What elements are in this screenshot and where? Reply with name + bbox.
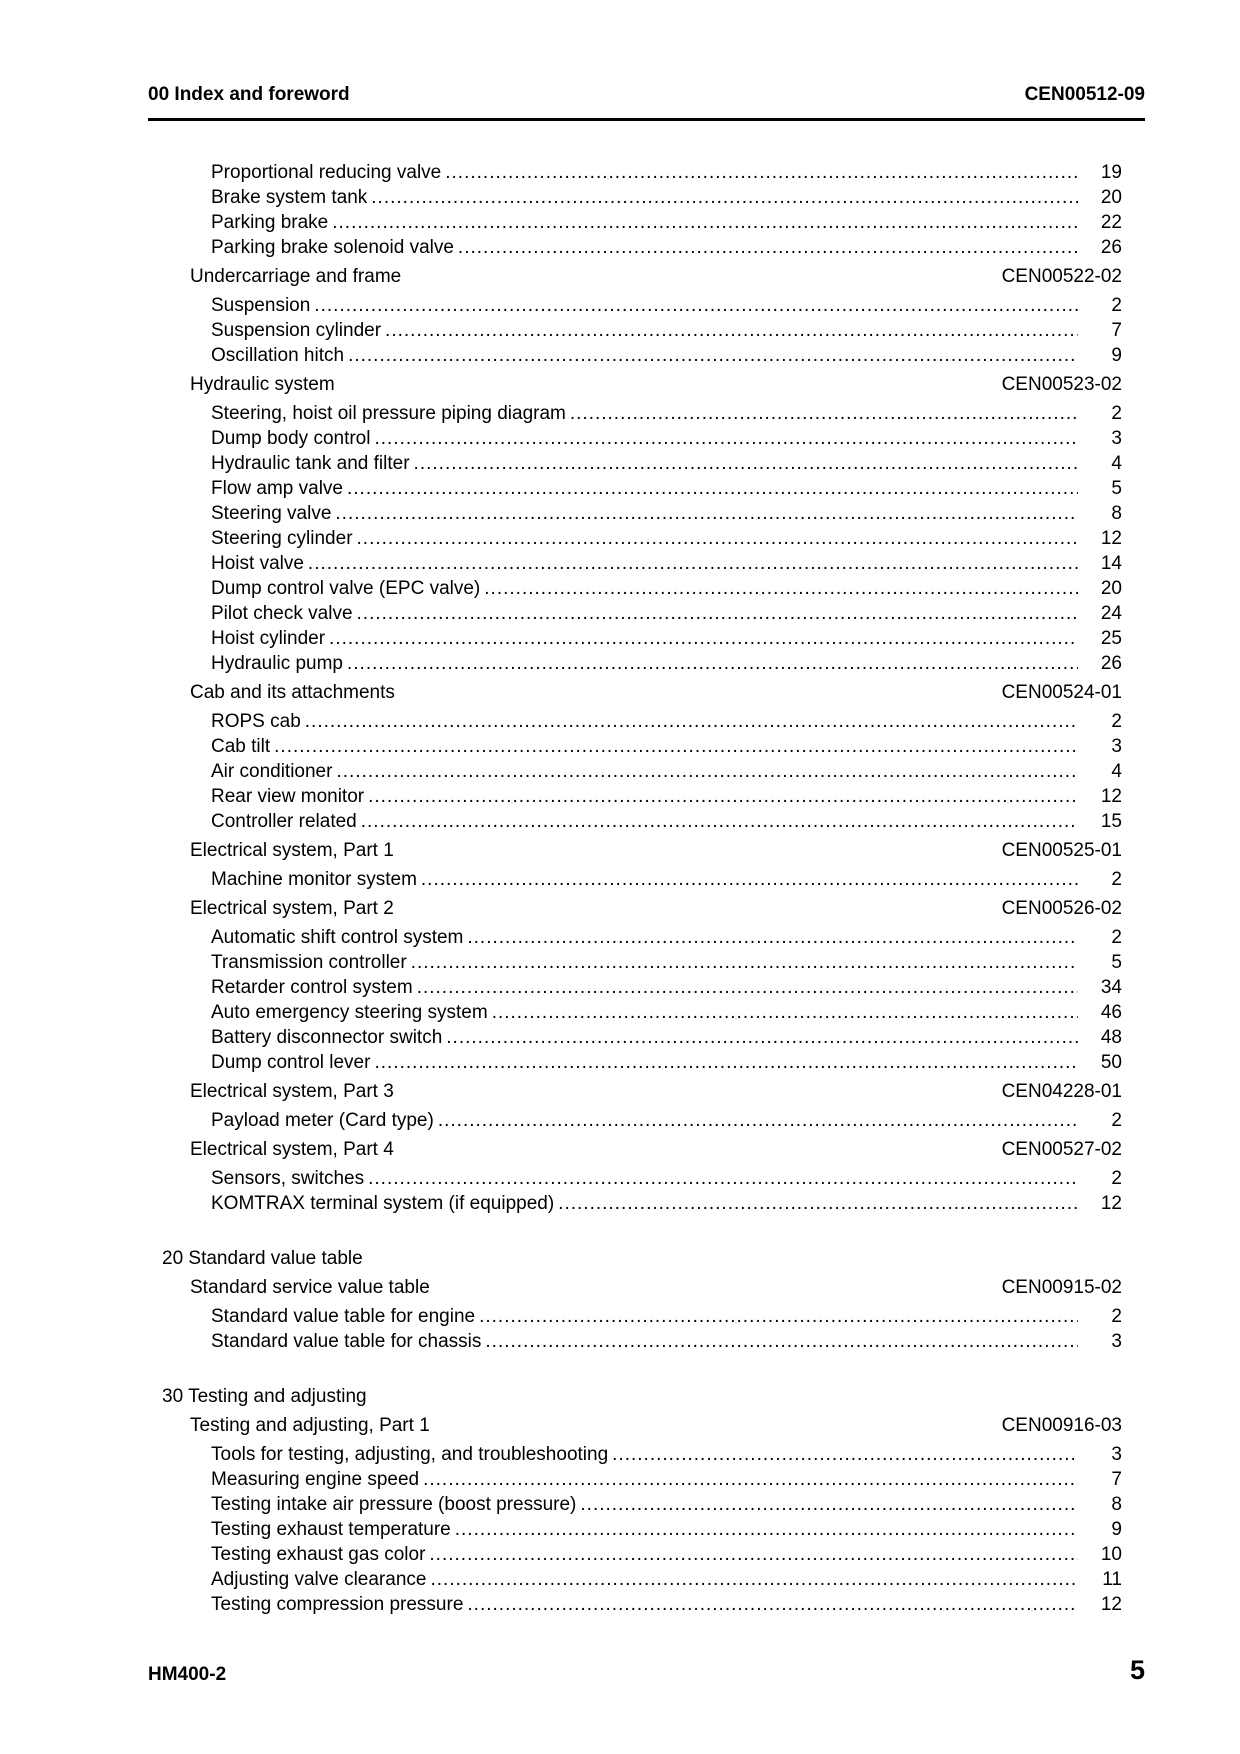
toc-entry-page: 14 bbox=[1100, 553, 1122, 574]
toc-section bbox=[190, 680, 1122, 705]
toc-entry bbox=[211, 734, 1122, 759]
leader-dots bbox=[485, 1329, 1078, 1354]
toc-entry bbox=[211, 1191, 1122, 1216]
toc-entry-page: 2 bbox=[1111, 711, 1122, 732]
leader-dots bbox=[479, 1304, 1078, 1329]
leader-dots bbox=[558, 1191, 1078, 1216]
toc-entry-title: Hydraulic pump bbox=[211, 651, 347, 676]
toc-entry bbox=[211, 1592, 1122, 1617]
toc-entry-page: 2 bbox=[1111, 1110, 1122, 1131]
toc-entry-title: Retarder control system bbox=[211, 975, 417, 1000]
toc-section bbox=[190, 838, 1122, 863]
leader-dots bbox=[314, 293, 1078, 318]
toc-entry bbox=[211, 551, 1122, 576]
toc-entry-page: 2 bbox=[1111, 869, 1122, 890]
toc-entry bbox=[211, 1108, 1122, 1133]
toc-entry bbox=[211, 975, 1122, 1000]
toc-entry-title: Suspension cylinder bbox=[211, 318, 385, 343]
toc-entry-title: Dump body control bbox=[211, 426, 374, 451]
toc-section-title: Hydraulic system bbox=[190, 374, 335, 395]
toc-entry-page: 4 bbox=[1111, 761, 1122, 782]
toc-chapter-title: 30 Testing and adjusting bbox=[162, 1386, 367, 1407]
model-name: HM400-2 bbox=[148, 1664, 227, 1685]
toc-section-code: CEN00522-02 bbox=[1001, 266, 1122, 287]
toc-entry-title: Steering cylinder bbox=[211, 526, 357, 551]
toc-section-title: Cab and its attachments bbox=[190, 682, 395, 703]
toc-entry bbox=[211, 210, 1122, 235]
toc-section-title: Electrical system, Part 4 bbox=[190, 1139, 394, 1160]
leader-dots bbox=[438, 1108, 1078, 1133]
toc-entry-page: 10 bbox=[1100, 1544, 1122, 1565]
toc-entry-page: 15 bbox=[1100, 811, 1122, 832]
toc-section-title: Electrical system, Part 3 bbox=[190, 1081, 394, 1102]
toc-entry bbox=[211, 476, 1122, 501]
toc-section bbox=[190, 264, 1122, 289]
toc-section-title: Testing and adjusting, Part 1 bbox=[190, 1415, 430, 1436]
toc-section-code: CEN00526-02 bbox=[1001, 898, 1122, 919]
toc-entry-title: Cab tilt bbox=[211, 734, 274, 759]
toc-entry bbox=[211, 1542, 1122, 1567]
toc-entry-title: Rear view monitor bbox=[211, 784, 368, 809]
toc-entry bbox=[211, 759, 1122, 784]
leader-dots bbox=[347, 651, 1078, 676]
toc-entry-title: Tools for testing, adjusting, and troubleshooting bbox=[211, 1442, 612, 1467]
toc-entry bbox=[211, 651, 1122, 676]
toc-entry-title: Testing compression pressure bbox=[211, 1592, 467, 1617]
leader-dots bbox=[385, 318, 1078, 343]
toc-entry-page: 19 bbox=[1100, 162, 1122, 183]
toc-entry-title: Adjusting valve clearance bbox=[211, 1567, 430, 1592]
leader-dots bbox=[429, 1542, 1078, 1567]
toc-entry-title: KOMTRAX terminal system (if equipped) bbox=[211, 1191, 558, 1216]
leader-dots bbox=[570, 401, 1078, 426]
toc-entry bbox=[211, 501, 1122, 526]
toc-section bbox=[190, 1079, 1122, 1104]
toc-entry bbox=[211, 1050, 1122, 1075]
toc-section bbox=[190, 1413, 1122, 1438]
leader-dots bbox=[308, 551, 1078, 576]
toc-entry bbox=[211, 1492, 1122, 1517]
section-title: 00 Index and foreword bbox=[148, 84, 350, 105]
toc-entry-title: Pilot check valve bbox=[211, 601, 357, 626]
toc-entry bbox=[211, 1000, 1122, 1025]
leader-dots bbox=[336, 759, 1078, 784]
toc-chapter bbox=[162, 1384, 367, 1409]
leader-dots bbox=[458, 235, 1078, 260]
toc-entry-title: Automatic shift control system bbox=[211, 925, 467, 950]
toc-entry-page: 3 bbox=[1111, 1444, 1122, 1465]
toc-entry-page: 34 bbox=[1100, 977, 1122, 998]
leader-dots bbox=[417, 975, 1078, 1000]
toc-entry bbox=[211, 925, 1122, 950]
toc-entry-title: Flow amp valve bbox=[211, 476, 347, 501]
toc-entry-page: 20 bbox=[1100, 187, 1122, 208]
toc-entry bbox=[211, 950, 1122, 975]
toc-entry-page: 50 bbox=[1100, 1052, 1122, 1073]
leader-dots bbox=[335, 501, 1078, 526]
toc-entry-page: 8 bbox=[1111, 503, 1122, 524]
toc-section-code: CEN00916-03 bbox=[1001, 1415, 1122, 1436]
toc-entry bbox=[211, 576, 1122, 601]
toc-entry-page: 24 bbox=[1100, 603, 1122, 624]
toc-entry bbox=[211, 1166, 1122, 1191]
toc-entry bbox=[211, 601, 1122, 626]
toc-entry-page: 2 bbox=[1111, 403, 1122, 424]
toc-entry bbox=[211, 1025, 1122, 1050]
toc-section-code: CEN00525-01 bbox=[1001, 840, 1122, 861]
toc-chapter bbox=[162, 1246, 363, 1271]
toc-entry bbox=[211, 160, 1122, 185]
toc-entry-page: 5 bbox=[1111, 478, 1122, 499]
toc-entry-title: Parking brake solenoid valve bbox=[211, 235, 458, 260]
toc-entry-title: Steering valve bbox=[211, 501, 335, 526]
toc-entry bbox=[211, 401, 1122, 426]
toc-entry bbox=[211, 1329, 1122, 1354]
toc-entry-page: 7 bbox=[1111, 320, 1122, 341]
toc-section-code: CEN00524-01 bbox=[1001, 682, 1122, 703]
toc-entry-title: ROPS cab bbox=[211, 709, 305, 734]
toc-entry-title: Oscillation hitch bbox=[211, 343, 348, 368]
toc-entry bbox=[211, 1442, 1122, 1467]
leader-dots bbox=[430, 1567, 1078, 1592]
toc-entry-page: 7 bbox=[1111, 1469, 1122, 1490]
toc-entry bbox=[211, 867, 1122, 892]
leader-dots bbox=[455, 1517, 1078, 1542]
leader-dots bbox=[347, 476, 1078, 501]
toc-entry-page: 48 bbox=[1100, 1027, 1122, 1048]
leader-dots bbox=[580, 1492, 1078, 1517]
toc-entry-page: 12 bbox=[1100, 786, 1122, 807]
leader-dots bbox=[484, 576, 1078, 601]
toc-entry-title: Testing exhaust temperature bbox=[211, 1517, 455, 1542]
toc-entry-title: Proportional reducing valve bbox=[211, 160, 445, 185]
toc-entry-title: Auto emergency steering system bbox=[211, 1000, 492, 1025]
toc-entry-page: 3 bbox=[1111, 736, 1122, 757]
toc-entry bbox=[211, 343, 1122, 368]
toc-entry-page: 12 bbox=[1100, 1594, 1122, 1615]
leader-dots bbox=[368, 1166, 1078, 1191]
toc-entry-title: Sensors, switches bbox=[211, 1166, 368, 1191]
toc-entry-title: Testing exhaust gas color bbox=[211, 1542, 429, 1567]
toc-section bbox=[190, 1275, 1122, 1300]
toc-entry-page: 2 bbox=[1111, 295, 1122, 316]
leader-dots bbox=[329, 626, 1078, 651]
toc-entry-page: 22 bbox=[1100, 212, 1122, 233]
toc-entry-page: 5 bbox=[1111, 952, 1122, 973]
toc-entry-title: Testing intake air pressure (boost pressure) bbox=[211, 1492, 580, 1517]
toc-entry-page: 8 bbox=[1111, 1494, 1122, 1515]
toc-entry bbox=[211, 318, 1122, 343]
leader-dots bbox=[445, 160, 1078, 185]
toc-entry bbox=[211, 1567, 1122, 1592]
toc-entry-title: Transmission controller bbox=[211, 950, 411, 975]
toc-section-title: Electrical system, Part 1 bbox=[190, 840, 394, 861]
toc-entry bbox=[211, 426, 1122, 451]
leader-dots bbox=[421, 867, 1078, 892]
toc-entry bbox=[211, 626, 1122, 651]
toc-entry-page: 4 bbox=[1111, 453, 1122, 474]
toc-entry-page: 26 bbox=[1100, 237, 1122, 258]
toc-entry-title: Hoist cylinder bbox=[211, 626, 329, 651]
toc-entry-page: 9 bbox=[1111, 345, 1122, 366]
toc-entry-page: 3 bbox=[1111, 1331, 1122, 1352]
toc-chapter-title: 20 Standard value table bbox=[162, 1248, 363, 1269]
toc-entry-title: Suspension bbox=[211, 293, 314, 318]
leader-dots bbox=[446, 1025, 1078, 1050]
toc-section bbox=[190, 1137, 1122, 1162]
toc-entry bbox=[211, 526, 1122, 551]
toc-entry-title: Dump control lever bbox=[211, 1050, 374, 1075]
toc-entry-title: Hoist valve bbox=[211, 551, 308, 576]
toc-entry-page: 2 bbox=[1111, 927, 1122, 948]
toc-section bbox=[190, 896, 1122, 921]
toc-section-code: CEN00527-02 bbox=[1001, 1139, 1122, 1160]
toc-entry-page: 12 bbox=[1100, 1193, 1122, 1214]
leader-dots bbox=[612, 1442, 1078, 1467]
toc-entry-title: Measuring engine speed bbox=[211, 1467, 423, 1492]
toc-entry-page: 11 bbox=[1102, 1569, 1122, 1590]
toc-entry bbox=[211, 235, 1122, 260]
leader-dots bbox=[411, 950, 1078, 975]
leader-dots bbox=[274, 734, 1078, 759]
toc-section-code: CEN04228-01 bbox=[1001, 1081, 1122, 1102]
toc-entry-title: Machine monitor system bbox=[211, 867, 421, 892]
toc-entry-title: Parking brake bbox=[211, 210, 332, 235]
leader-dots bbox=[348, 343, 1078, 368]
toc-entry-title: Battery disconnector switch bbox=[211, 1025, 446, 1050]
toc-entry-title: Controller related bbox=[211, 809, 361, 834]
leader-dots bbox=[467, 925, 1078, 950]
leader-dots bbox=[357, 601, 1078, 626]
toc-entry-page: 25 bbox=[1100, 628, 1122, 649]
toc-entry-title: Dump control valve (EPC valve) bbox=[211, 576, 484, 601]
toc-entry bbox=[211, 451, 1122, 476]
toc-entry-page: 2 bbox=[1111, 1168, 1122, 1189]
leader-dots bbox=[492, 1000, 1078, 1025]
leader-dots bbox=[357, 526, 1078, 551]
toc-section-code: CEN00915-02 bbox=[1001, 1277, 1122, 1298]
toc-entry bbox=[211, 293, 1122, 318]
leader-dots bbox=[332, 210, 1078, 235]
page-header bbox=[148, 82, 1145, 121]
toc-entry-title: Air conditioner bbox=[211, 759, 336, 784]
toc-section bbox=[190, 372, 1122, 397]
toc-entry bbox=[211, 1517, 1122, 1542]
toc-entry bbox=[211, 784, 1122, 809]
toc-entry-title: Standard value table for chassis bbox=[211, 1329, 485, 1354]
leader-dots bbox=[305, 709, 1078, 734]
toc-entry bbox=[211, 1467, 1122, 1492]
leader-dots bbox=[371, 185, 1078, 210]
toc-entry-page: 20 bbox=[1100, 578, 1122, 599]
toc-entry-title: Steering, hoist oil pressure piping diagram bbox=[211, 401, 570, 426]
toc-section-title: Undercarriage and frame bbox=[190, 266, 402, 287]
leader-dots bbox=[414, 451, 1078, 476]
toc-entry-title: Standard value table for engine bbox=[211, 1304, 479, 1329]
document-code: CEN00512-09 bbox=[1024, 84, 1145, 105]
leader-dots bbox=[467, 1592, 1078, 1617]
leader-dots bbox=[423, 1467, 1078, 1492]
toc-section-code: CEN00523-02 bbox=[1001, 374, 1122, 395]
toc-entry-title: Payload meter (Card type) bbox=[211, 1108, 438, 1133]
toc-entry-page: 12 bbox=[1100, 528, 1122, 549]
toc-entry-title: Brake system tank bbox=[211, 185, 371, 210]
toc-entry-page: 3 bbox=[1111, 428, 1122, 449]
toc-entry bbox=[211, 1304, 1122, 1329]
toc-section-title: Standard service value table bbox=[190, 1277, 430, 1298]
leader-dots bbox=[374, 1050, 1078, 1075]
toc-entry bbox=[211, 709, 1122, 734]
toc-entry-page: 26 bbox=[1100, 653, 1122, 674]
toc-entry bbox=[211, 809, 1122, 834]
leader-dots bbox=[374, 426, 1078, 451]
toc-entry-title: Hydraulic tank and filter bbox=[211, 451, 414, 476]
toc-section-title: Electrical system, Part 2 bbox=[190, 898, 394, 919]
leader-dots bbox=[361, 809, 1078, 834]
leader-dots bbox=[368, 784, 1078, 809]
toc-entry-page: 2 bbox=[1111, 1306, 1122, 1327]
toc-entry bbox=[211, 185, 1122, 210]
toc-entry-page: 9 bbox=[1111, 1519, 1122, 1540]
page-number: 5 bbox=[1129, 1655, 1145, 1685]
toc-entry-page: 46 bbox=[1100, 1002, 1122, 1023]
